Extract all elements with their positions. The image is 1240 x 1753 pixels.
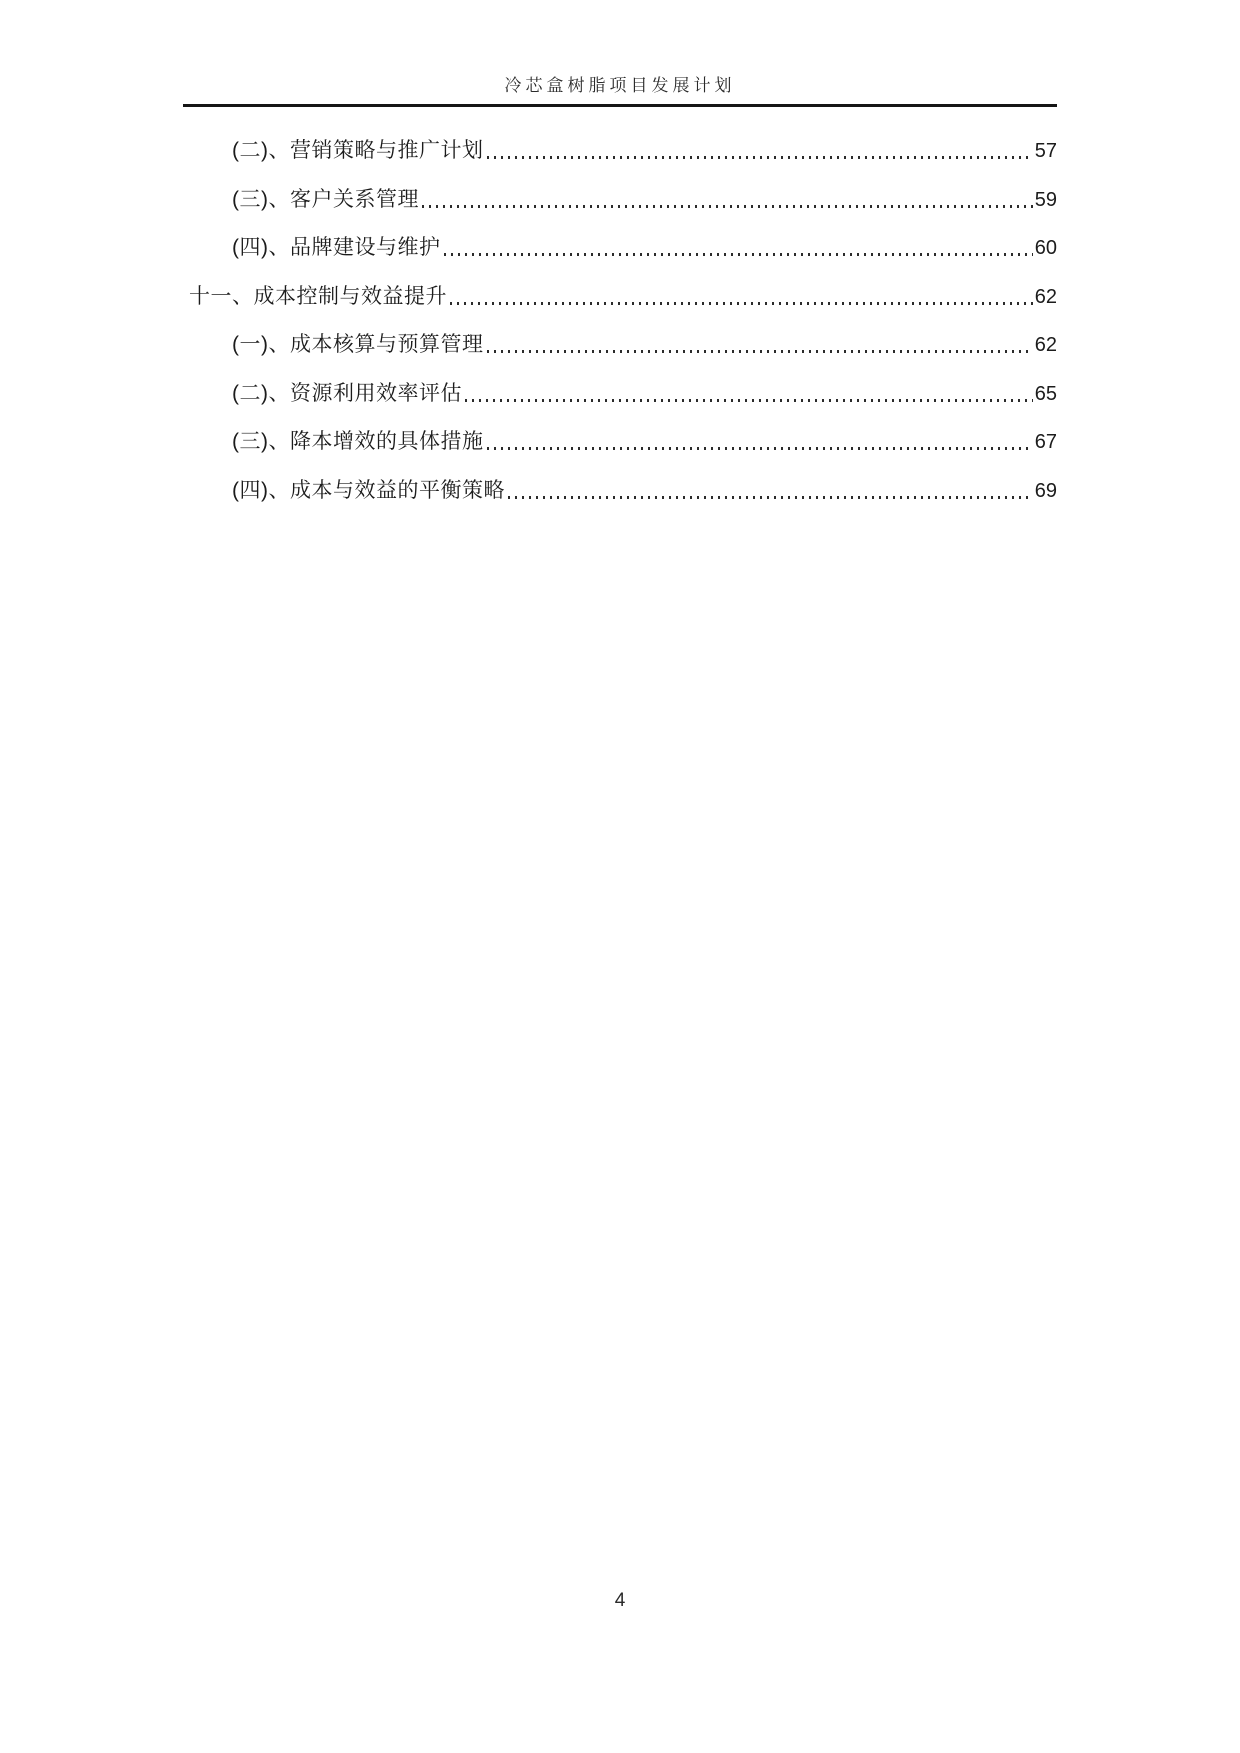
toc-page-number: 62 [1034, 285, 1057, 308]
toc-entry-label: (四)、品牌建设与维护 [232, 236, 441, 259]
toc-entry[interactable] [183, 285, 1057, 309]
toc-dot-leader [487, 447, 1033, 450]
toc-dot-leader [487, 156, 1033, 159]
toc-entry-label: (三)、降本增效的具体措施 [232, 430, 484, 453]
toc-entry[interactable] [183, 236, 1057, 260]
toc-dot-leader [465, 399, 1033, 402]
page-number: 4 [614, 1590, 626, 1611]
toc-page-number: 59 [1034, 188, 1057, 211]
toc-entry-label: (二)、营销策略与推广计划 [232, 139, 484, 162]
page-footer [0, 1590, 1240, 1612]
toc-dot-leader [487, 350, 1033, 353]
toc-entry[interactable] [183, 188, 1057, 212]
toc-entry-label: (二)、资源利用效率评估 [232, 381, 462, 405]
toc-page-number: 62 [1034, 334, 1057, 356]
toc-page-number: 67 [1034, 431, 1057, 453]
toc-entry[interactable] [183, 430, 1057, 454]
toc-entry[interactable] [183, 333, 1057, 357]
toc-dot-leader [508, 496, 1033, 499]
toc-page-number: 69 [1034, 479, 1057, 502]
toc-page-number: 65 [1034, 382, 1057, 405]
toc-dot-leader [450, 302, 1033, 305]
toc-entry-label: 十一、成本控制与效益提升 [189, 284, 447, 308]
toc-entry-label: (三)、客户关系管理 [232, 187, 419, 211]
toc-page-number: 57 [1034, 140, 1057, 162]
document-title: 冷芯盒树脂项目发展计划 [504, 76, 736, 95]
header-rule [183, 104, 1057, 107]
toc-entry-label: (一)、成本核算与预算管理 [232, 333, 484, 356]
toc-entry[interactable] [183, 139, 1057, 163]
toc-entry-label: (四)、成本与效益的平衡策略 [232, 478, 505, 502]
toc-entry[interactable] [183, 479, 1057, 503]
toc-dot-leader [422, 205, 1033, 208]
toc-page-number: 60 [1034, 237, 1057, 259]
toc-list [183, 139, 1057, 503]
toc-entry[interactable] [183, 382, 1057, 406]
toc-dot-leader [444, 253, 1033, 256]
page-header [183, 0, 1057, 107]
